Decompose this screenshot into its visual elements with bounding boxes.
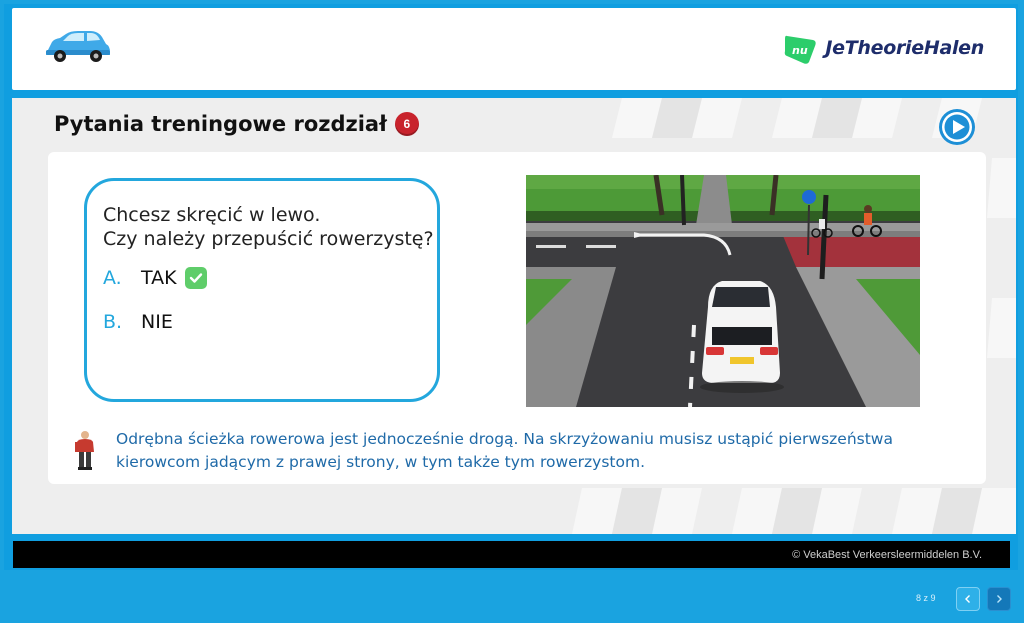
slide-area [12, 98, 1016, 534]
chapter-badge: 6 [395, 112, 419, 136]
instructor-figure-icon [74, 430, 96, 470]
question-box [84, 178, 440, 402]
page-title: Pytania treningowe rozdział [54, 112, 387, 136]
question-card [48, 152, 986, 484]
checkmark-icon [185, 267, 207, 289]
header-bar [12, 8, 1016, 90]
app-frame [4, 4, 1018, 570]
explanation-text: Odrębna ścieżka rowerowa jest jednocześnie drogą. Na skrzyżowaniu musisz ustąpić pierwszeństwa kierowcom jadącym z prawej strony, w tym także tym rowerzystom. [116, 430, 893, 471]
car-icon [44, 28, 112, 64]
answer-letter: B. [103, 311, 123, 333]
page-counter: 8 z 9 [916, 593, 936, 603]
slide-header [54, 112, 419, 136]
copyright-text: © VekaBest Verkeersleermiddelen B.V. [792, 549, 982, 561]
answer-option-b[interactable] [103, 311, 173, 333]
question-line-1: Chcesz skręcić w lewo. [103, 204, 321, 226]
nu-badge-icon [783, 30, 819, 66]
answer-letter: A. [103, 267, 122, 289]
next-button[interactable] [987, 587, 1011, 611]
chevron-left-icon [963, 594, 973, 604]
play-button[interactable] [938, 108, 976, 146]
intersection-illustration [526, 175, 920, 407]
previous-button[interactable] [956, 587, 980, 611]
brand-logo [783, 30, 984, 66]
answer-option-a[interactable] [103, 267, 207, 289]
navigation-bar [0, 576, 1024, 623]
brand-name: JeTheorieHalen [825, 37, 984, 59]
footer-bar [13, 541, 1010, 568]
answer-text: TAK [141, 267, 177, 289]
chevron-right-icon [994, 594, 1004, 604]
question-line-2: Czy należy przepuścić rowerzystę? [103, 228, 434, 250]
brand-badge-text: nu [792, 44, 809, 57]
answer-text: NIE [141, 311, 173, 333]
